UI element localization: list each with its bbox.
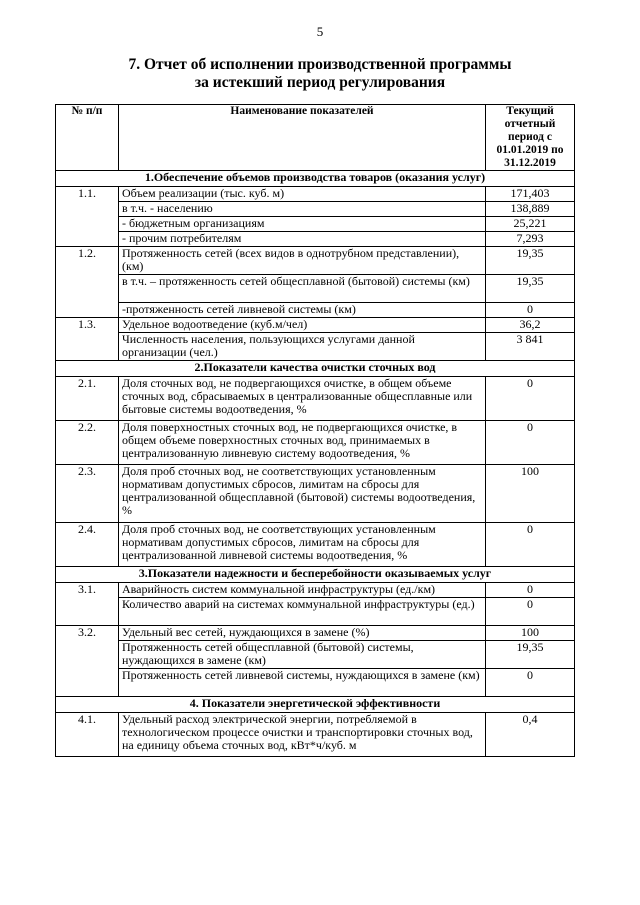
row-num: 3.1. <box>56 583 119 626</box>
row-num: 1.1. <box>56 187 119 247</box>
section-row <box>56 567 575 583</box>
table-row <box>56 421 575 465</box>
table-row <box>56 626 575 641</box>
table-row <box>56 275 575 303</box>
page-number: 5 <box>316 24 324 39</box>
report-title-line1: 7. Отчет об исполнении производственной программы <box>128 56 512 73</box>
header-name: Наименование показателей <box>119 105 486 171</box>
table-row <box>56 232 575 247</box>
section-3-title: 3.Показатели надежности и бесперебойности оказываемых услуг <box>56 567 575 583</box>
table-row <box>56 187 575 202</box>
section-2-title: 2.Показатели качества очистки сточных вод <box>56 361 575 377</box>
row-value: 100 <box>486 626 575 641</box>
row-value: 138,889 <box>486 202 575 217</box>
table-row <box>56 583 575 598</box>
section-4-title: 4. Показатели энергетической эффективности <box>56 697 575 713</box>
header-num: № п/п <box>56 105 119 171</box>
row-value: 0 <box>486 377 575 421</box>
row-num: 1.2. <box>56 247 119 318</box>
row-name: -протяженность сетей ливневой системы (км) <box>119 303 486 318</box>
report-title <box>0 56 640 92</box>
row-num: 2.2. <box>56 421 119 465</box>
row-name: Объем реализации (тыс. куб. м) <box>119 187 486 202</box>
row-value: 171,403 <box>486 187 575 202</box>
row-num: 4.1. <box>56 713 119 757</box>
row-value: 100 <box>486 465 575 523</box>
row-name: Численность населения, пользующихся услугами данной организации (чел.) <box>119 333 486 361</box>
row-value: 0 <box>486 523 575 567</box>
table-row <box>56 713 575 757</box>
section-row <box>56 697 575 713</box>
row-value: 0 <box>486 669 575 697</box>
table-row <box>56 598 575 626</box>
table-row <box>56 217 575 232</box>
table-header-row <box>56 105 575 171</box>
row-name: Удельный вес сетей, нуждающихся в замене (%) <box>119 626 486 641</box>
row-value: 0 <box>486 421 575 465</box>
row-name: Аварийность систем коммунальной инфраструктуры (ед./км) <box>119 583 486 598</box>
table-row <box>56 318 575 333</box>
report-table <box>55 104 575 757</box>
row-name: Протяженность сетей (всех видов в однотрубном представлении), (км) <box>119 247 486 275</box>
row-value: 25,221 <box>486 217 575 232</box>
row-name: в т.ч. - населению <box>119 202 486 217</box>
row-value: 19,35 <box>486 275 575 303</box>
table-row <box>56 247 575 275</box>
row-num: 2.1. <box>56 377 119 421</box>
row-name: Удельное водоотведение (куб.м/чел) <box>119 318 486 333</box>
row-value: 36,2 <box>486 318 575 333</box>
row-name: Протяженность сетей общесплавной (бытовой) системы, нуждающихся в замене (км) <box>119 641 486 669</box>
report-title-line2: за истекший период регулирования <box>194 74 446 91</box>
table-row <box>56 669 575 697</box>
table-row <box>56 641 575 669</box>
table-row <box>56 333 575 361</box>
row-name: в т.ч. – протяженность сетей общесплавной (бытовой) системы (км) <box>119 275 486 303</box>
table-row <box>56 303 575 318</box>
row-value: 0,4 <box>486 713 575 757</box>
row-value: 3 841 <box>486 333 575 361</box>
row-value: 19,35 <box>486 641 575 669</box>
table-row <box>56 377 575 421</box>
row-name: - бюджетным организациям <box>119 217 486 232</box>
row-value: 0 <box>486 583 575 598</box>
table-row <box>56 465 575 523</box>
row-value: 19,35 <box>486 247 575 275</box>
row-value: 7,293 <box>486 232 575 247</box>
row-name: Количество аварий на системах коммунальной инфраструктуры (ед.) <box>119 598 486 626</box>
table-row <box>56 202 575 217</box>
row-name: Удельный расход электрической энергии, потребляемой в технологическом процессе очистки и транспортировки сточных вод, на единицу объема сточных вод, кВт*ч/куб. м <box>119 713 486 757</box>
table-row <box>56 523 575 567</box>
row-num: 2.3. <box>56 465 119 523</box>
row-name: Доля поверхностных сточных вод, не подвергающихся очистке, в общем объеме поверхностных сточных вод, принимаемых в централизованную ливневую систему водоотведения, % <box>119 421 486 465</box>
row-name: - прочим потребителям <box>119 232 486 247</box>
row-value: 0 <box>486 303 575 318</box>
section-1-title: 1.Обеспечение объемов производства товаров (оказания услуг) <box>56 171 575 187</box>
row-num: 1.3. <box>56 318 119 361</box>
row-num: 2.4. <box>56 523 119 567</box>
row-num: 3.2. <box>56 626 119 697</box>
header-period: Текущий отчетный период с 01.01.2019 по 31.12.2019 <box>486 105 575 171</box>
section-row <box>56 361 575 377</box>
row-name: Протяженность сетей ливневой системы, нуждающихся в замене (км) <box>119 669 486 697</box>
row-value: 0 <box>486 598 575 626</box>
row-name: Доля проб сточных вод, не соответствующих установленным нормативам допустимых сбросов, лимитам на сбросы для централизованной ливневой системы водоотведения, % <box>119 523 486 567</box>
row-name: Доля сточных вод, не подвергающихся очистке, в общем объеме сточных вод, сбрасываемых в централизованные общесплавные или бытовые системы водоотведения, % <box>119 377 486 421</box>
row-name: Доля проб сточных вод, не соответствующих установленным нормативам допустимых сбросов, лимитам на сбросы для централизованной общесплавной (бытовой) системы водоотведения, % <box>119 465 486 523</box>
section-row <box>56 171 575 187</box>
